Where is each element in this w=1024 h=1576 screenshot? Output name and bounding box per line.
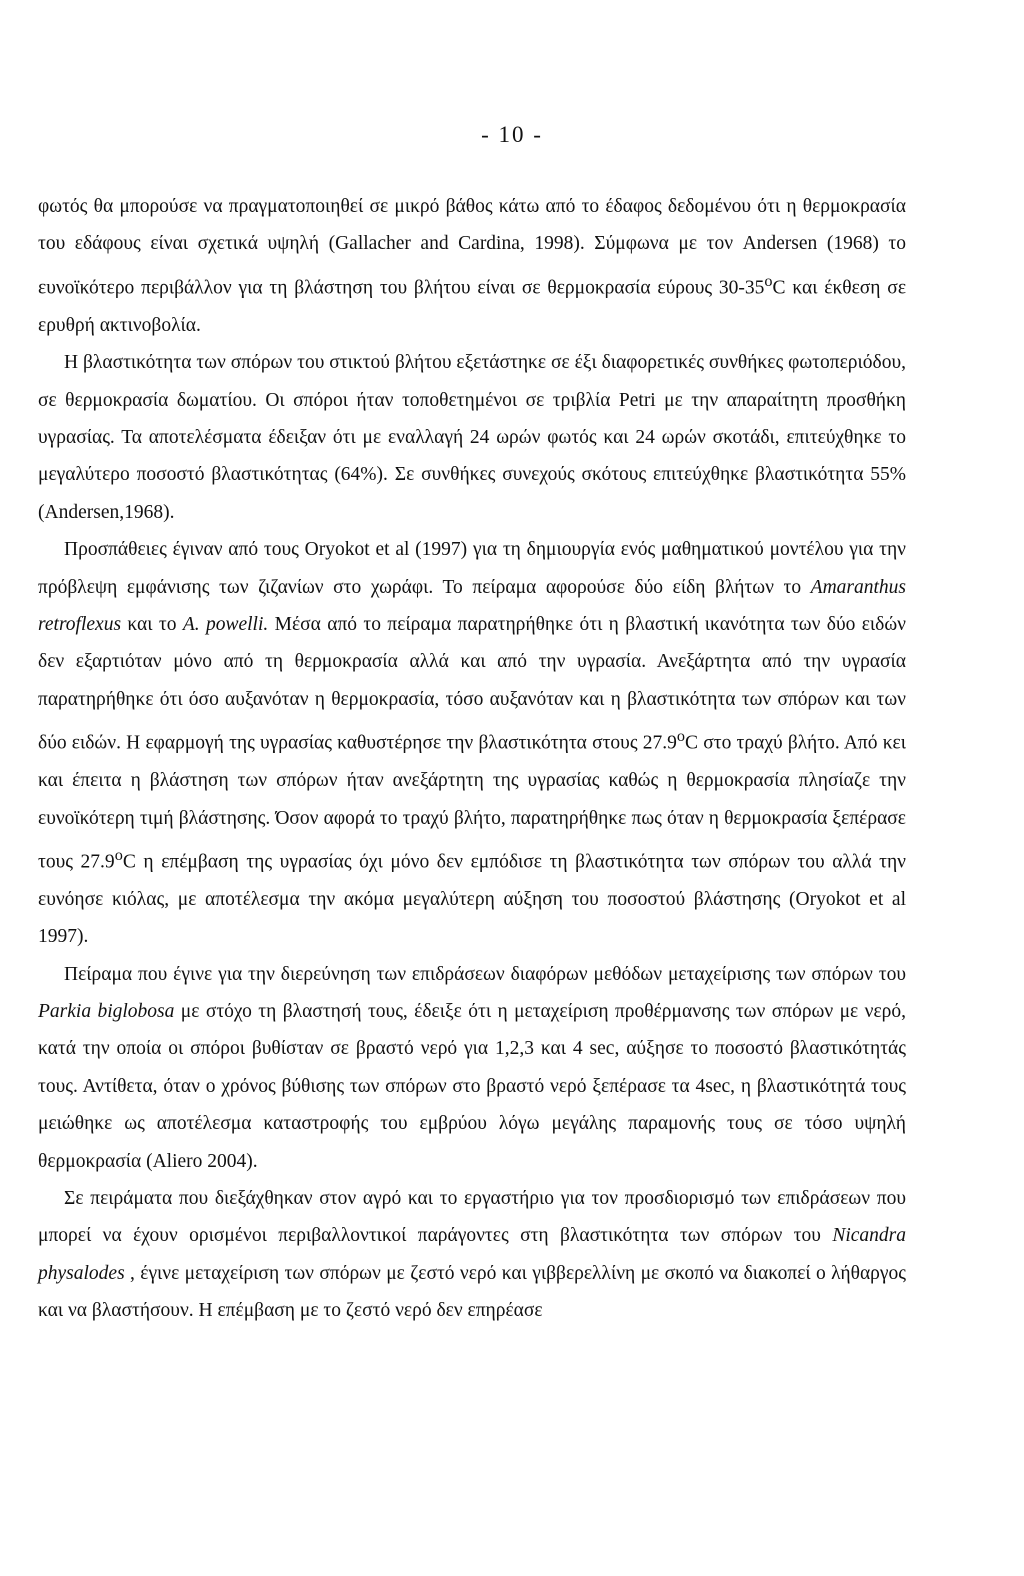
paragraph-2: Η βλαστικότητα των σπόρων του στικτού βλήτου εξετάστηκε σε έξι διαφορετικές συνθήκες φωτοπεριόδου, σε θερμοκρασία δωματίου. Οι σπόροι ήταν τοποθετημένοι σε τριβλία Petri με την απαραίτητη προσθήκη υγρασίας. Τα αποτελέσματα έδειξαν ότι με εναλλαγή 24 ωρών φωτός και 24 ωρών σκοτάδι, επιτεύχθηκε το μεγαλύτερο ποσοστό βλαστικότητας (64%). Σε συνθήκες συνεχούς σκότους επιτεύχθηκε βλαστικότητα 55% (Andersen,1968). (38, 352, 906, 523)
text-run: C στο τραχύ βλήτο. Από κει και έπειτα η βλάστηση των σπόρων ήταν ανεξάρτητη της υγρασίας καθώς η θερμοκρασία πλησίαζε την ευνοϊκότερη τιμή βλάστησης. Όσον αφορά το τραχύ βλήτο, παρατηρήθηκε πως όταν η θερμοκρασία ξεπέρασε τους 27.9 (38, 732, 906, 873)
page-number: - 10 - (481, 122, 543, 147)
text-run: Μέσα από το πείραμα παρατηρήθηκε ότι η βλαστική ικανότητα των δύο ειδών δεν εξαρτιόταν μόνο από τη θερμοκρασία αλλά και από την υγρασία. Ανεξάρτητα από την υγρασία παρατηρήθηκε ότι όσο αυξανόταν η θερμοκρασία, τόσο αυξανόταν και η βλαστικότητα των σπόρων και των δύο ειδών. Η εφαρμογή της υγρασίας καθυστέρησε την βλαστικότητα στους 27.9 (38, 613, 906, 754)
paragraph-1 (38, 188, 906, 344)
species-name: Parkia biglobosa (38, 1001, 175, 1023)
paragraph-4 (38, 956, 906, 1180)
species-name: A. powelli. (182, 613, 269, 635)
species-name: Nicandra physalodes (38, 1225, 906, 1284)
text-run: Σε πειράματα που διεξάχθηκαν στον αγρό και το εργαστήριο για τον προσδιορισμό των επιδράσεων που μπορεί να έχουν ορισμένοι περιβαλλοντικοί παράγοντες στη βλαστικότητα των σπόρων του (38, 1188, 906, 1247)
species-name: Amaranthus retroflexus (38, 576, 906, 635)
degree-sign: o (114, 845, 123, 864)
degree-sign: o (676, 727, 686, 746)
paragraph-3 (38, 531, 906, 955)
body-text (38, 188, 906, 1330)
text-run: φωτός θα μπορούσε να πραγματοποιηθεί σε μικρό βάθος κάτω από το έδαφος δεδομένου ότι η θερμοκρασία του εδάφους είναι σχετικά υψηλή (Gallacher and Cardina, 1998). Σύμφωνα με τον Andersen (1968) το ευνοϊκότερο περιβάλλον για τη βλάστηση του βλήτου είναι σε θερμοκρασία εύρους 30-35 (38, 196, 906, 299)
text-run: C και έκθεση σε ερυθρή ακτινοβολία. (38, 277, 907, 336)
degree-sign: o (764, 271, 773, 290)
text-run: και το (121, 613, 183, 635)
text-run: C η επέμβαση της υγρασίας όχι μόνο δεν εμπόδισε τη βλαστικότητα των σπόρων του αλλά την ευνόησε κιόλας, με αποτέλεσμα την ακόμα μεγαλύτερη αύξηση του ποσοστού βλάστησης (Oryokot et al 1997). (38, 851, 906, 948)
text-run: Πείραμα που έγινε για την διερεύνηση των επιδράσεων διαφόρων μεθόδων μεταχείρισης των σπόρων του (64, 963, 906, 985)
paragraph-5 (38, 1180, 906, 1330)
text-run: , έγινε μεταχείριση των σπόρων με ζεστό νερό και γιββερελλίνη με σκοπό να διακοπεί ο λήθαργος και να βλαστήσουν. Η επέμβαση με το ζεστό νερό δεν επηρέασε (38, 1262, 906, 1322)
text-run: Προσπάθειες έγιναν από τους Oryokot et al (1997) για τη δημιουργία ενός μαθηματικού μοντέλου για την πρόβλεψη εμφάνισης των ζιζανίων στο χωράφι. Το πείραμα αφορούσε δύο είδη βλήτων το (38, 539, 906, 598)
text-run: με στόχο τη βλαστησή τους, έδειξε ότι η μεταχείριση προθέρμανσης των σπόρων με νερό, κατά την οποία οι σπόροι βυθίσταν σε βραστό νερό για 1,2,3 και 4 sec, αύξησε το ποσοστό βλαστικότητάς τους. Αντίθετα, όταν ο χρόνος βύθισης των σπόρων στο βραστό νερό ξεπέρασε τα 4sec, η βλαστικότητά τους μειώθηκε ως αποτέλεσμα καταστροφής του εμβρύου λόγω μεγάλης παραμονής τους σε τόσο υψηλή θερμοκρασία (Aliero 2004). (38, 1001, 906, 1172)
